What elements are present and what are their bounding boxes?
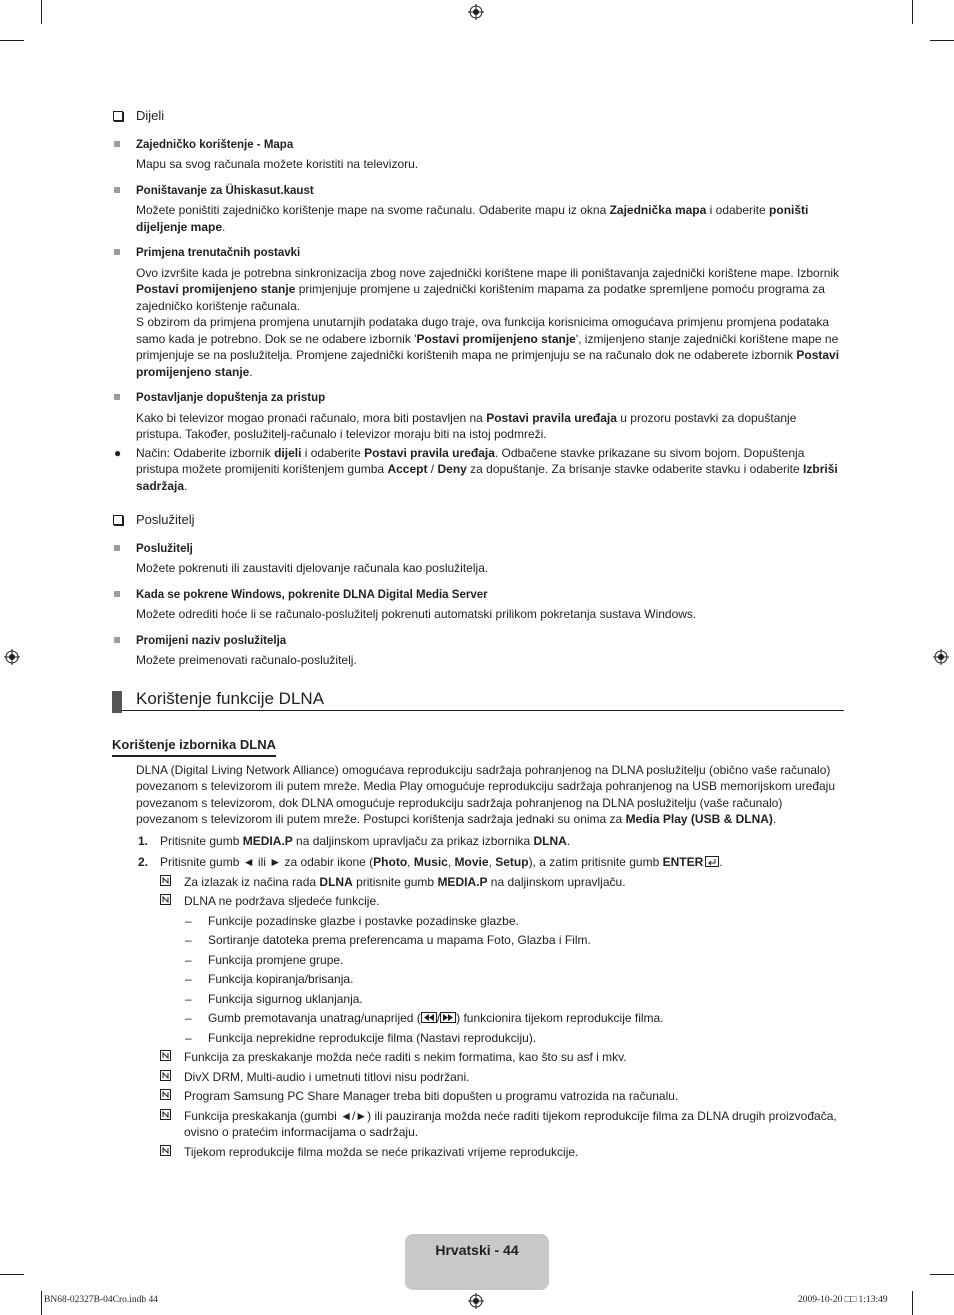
note-icon — [160, 894, 171, 905]
item-title: Poništavanje za Ühiskasut.kaust — [136, 184, 314, 197]
item-title: Promijeni naziv poslužitelja — [136, 634, 287, 647]
registration-mark-icon — [468, 1293, 484, 1309]
page-content — [112, 108, 844, 1160]
list-item — [112, 541, 844, 577]
item-title: Primjena trenutačnih postavki — [136, 247, 301, 259]
crop-mark — [930, 40, 954, 41]
section-title: Korištenje funkcije DLNA — [112, 691, 844, 712]
dash-item: – Gumb premotavanja unatrag/unaprijed ( / ) funkcionira tijekom reprodukcije filma. — [185, 1011, 664, 1025]
heading-bar-icon — [112, 691, 122, 713]
dash-item: – Funkcija kopiranja/brisanja. — [185, 972, 354, 986]
note-icon — [160, 1145, 171, 1156]
item-text: Možete odrediti hoće li se računalo-poslužitelj pokrenuti automatski prilikom pokretanja sustava Windows. — [136, 607, 697, 621]
crop-mark — [0, 1274, 24, 1275]
square-bullet-icon — [114, 637, 120, 643]
square-bullet-icon — [114, 249, 120, 255]
dash-item: – Funkcija sigurnog uklanjanja. — [185, 991, 363, 1006]
note-item: Program Samsung PC Share Manager treba biti dopušten u programu vatrozida na računalu. — [112, 1088, 844, 1105]
item-text: Mapu sa svog računala možete koristiti na televizoru. — [136, 157, 419, 171]
square-bullet-icon — [114, 141, 120, 147]
step-item: 1. Pritisnite gumb MEDIA.P na daljinskom upravljaču za prikaz izbornika DLNA. — [138, 833, 571, 848]
crop-mark — [912, 1291, 913, 1315]
list-item — [112, 183, 844, 236]
list-item — [112, 390, 844, 494]
note-icon — [160, 1109, 171, 1120]
item-title: Zajedničko korištenje - Mapa — [136, 138, 294, 151]
note-item: Funkcija preskakanja (gumbi ◄/►) ili pauziranja možda neće raditi tijekom reprodukcije filma za DLNA drugih proizvođača, ovisno o pratećim informacijama o sadržaju. — [112, 1108, 844, 1141]
crop-mark — [41, 0, 42, 24]
crop-mark — [0, 40, 24, 41]
registration-mark-icon — [933, 649, 949, 665]
note-icon — [160, 1089, 171, 1100]
square-bullet-icon — [114, 591, 120, 597]
list-item — [112, 245, 844, 380]
item-text: Možete pokrenuti ili zaustaviti djelovanje računala kao poslužitelja. — [136, 561, 489, 575]
square-bullet-icon — [114, 545, 120, 551]
list-item — [112, 137, 844, 173]
registration-mark-icon — [4, 649, 20, 665]
item-text: Ovo izvršite kada je potrebna sinkronizacija zbog nove zajednički korištene mape ili poništavanja zajednički korištene mape. Izbornik Postavi promijenjeno stanje primjenjuje promjene u zajednički korištenim mapama za podatke spremljene pomoću programa za zajedničko korištenje računala. — [136, 265, 840, 313]
note-item: Za izlazak iz načina rada DLNA pritisnite gumb MEDIA.P na daljinskom upravljaču. — [112, 874, 844, 891]
square-bullet-icon — [114, 394, 120, 400]
item-text: S obzirom da primjena promjena unutarnjih podataka dugo traje, ova funkcija korisnicima omogućava primjenu promjena podataka samo kada je potrebno. Dok se ne odabere izbornik 'Postavi promijenjeno stanje', izmijenjeno stanje zajednički korištene mape ne primjenjuje se na poslužitelja. Promjene zajednički korištenih mapa ne primjenjuju se na računalo dok ne odaberete izbornik Postavi promijenjeno stanje. — [136, 315, 840, 379]
list-item — [112, 633, 844, 669]
note-icon — [160, 875, 171, 886]
item-title: Poslužitelj — [136, 542, 193, 555]
dash-item: – Funkcija promjene grupe. — [185, 952, 344, 967]
fast-forward-icon — [440, 1012, 456, 1023]
dash-item: – Funkcije pozadinske glazbe i postavke pozadinske glazbe. — [185, 913, 519, 928]
square-bullet-icon — [114, 187, 120, 193]
registration-mark-icon — [468, 4, 484, 20]
checkbox-icon — [113, 111, 123, 121]
section-heading-dijeli: Dijeli — [112, 108, 844, 125]
note-icon — [160, 1050, 171, 1061]
note-item: DLNA ne podržava sljedeće funkcije. — [112, 893, 844, 910]
footer-timestamp: 2009-10-20 □□ 1:13:49 — [798, 1295, 888, 1305]
item-title: Postavljanje dopuštenja za pristup — [136, 392, 326, 404]
page-number-tab — [405, 1234, 549, 1290]
page-number: Hrvatski - 44 — [435, 1242, 519, 1258]
item-title: Kada se pokrene Windows, pokrenite DLNA Digital Media Server — [136, 588, 488, 601]
note-item: DivX DRM, Multi-audio i umetnuti titlovi nisu podržani. — [112, 1069, 844, 1086]
item-text: Kako bi televizor mogao pronaći računalo, mora biti postavljen na Postavi pravila uređaja u prozoru postavki za dopuštanje pristupa. Također, poslužitelj-računalo i televizor moraju biti na istoj podmreži. — [136, 410, 797, 441]
item-text: Možete poništiti zajedničko korištenje mape na svome računalu. Odaberite mapu iz okna Zajednička mapa i odaberite poništi dijeljenje mape. — [136, 203, 809, 234]
dash-item: – Funkcija neprekidne reprodukcije filma (Nastavi reprodukciju). — [185, 1030, 537, 1045]
section-heading-posluzitelj: Poslužitelj — [112, 512, 844, 529]
footer-filename: BN68-02327B-04Cro.indb 44 — [44, 1295, 158, 1305]
note-icon — [160, 1070, 171, 1081]
subsection-title: Korištenje izbornika DLNA — [112, 737, 276, 757]
dash-item: – Sortiranje datoteka prema preferencama u mapama Foto, Glazba i Film. — [185, 933, 591, 947]
enter-icon — [705, 856, 719, 867]
item-text: Možete preimenovati računalo-poslužitelj. — [136, 653, 357, 667]
note-item: Tijekom reprodukcije filma možda se neće prikazivati vrijeme reprodukcije. — [112, 1144, 844, 1161]
note-item: Funkcija za preskakanje možda neće raditi s nekim formatima, kao što su asf i mkv. — [112, 1049, 844, 1066]
dot-item: ● Način: Odaberite izbornik dijeli i odaberite Postavi pravila uređaja. Odbačene stavke prikazane su sivom bojom. Dopuštenja pristupa možete promijeniti korištenjem gumba Accept / Deny za dopuštanje. Za brisanje stavke odaberite stavku i odaberite Izbriši sadržaja. — [114, 445, 838, 493]
rewind-icon — [421, 1012, 437, 1023]
crop-mark — [41, 1291, 42, 1315]
crop-mark — [912, 0, 913, 24]
step-item: 2. Pritisnite gumb ◄ ili ► za odabir ikone (Photo, Music, Movie, Setup), a zatim pritisnite gumb ENTER . — [138, 855, 723, 869]
list-item — [112, 587, 844, 623]
dot-bullet-icon: ● — [114, 445, 122, 460]
intro-paragraph: DLNA (Digital Living Network Alliance) omogućava reprodukciju sadržaja pohranjenog na DLNA poslužitelju (obično vaše računalo) povezanom s televizorom ili putem mreže. Media Play omogućuje reprodukciju sadržaja pohranjenog na USB memorijskom uređaju povezanom s televizorom, dok DLNA omogućuje reprodukciju sadržaja pohranjenog na DLNA poslužitelju (vaše računalo) povezanom s televizorom ili putem mreže. Postupci korištenja sadržaja jednaki su onima za Media Play (USB & DLNA). — [136, 762, 835, 826]
checkbox-icon — [113, 515, 123, 525]
crop-mark — [930, 1274, 954, 1275]
